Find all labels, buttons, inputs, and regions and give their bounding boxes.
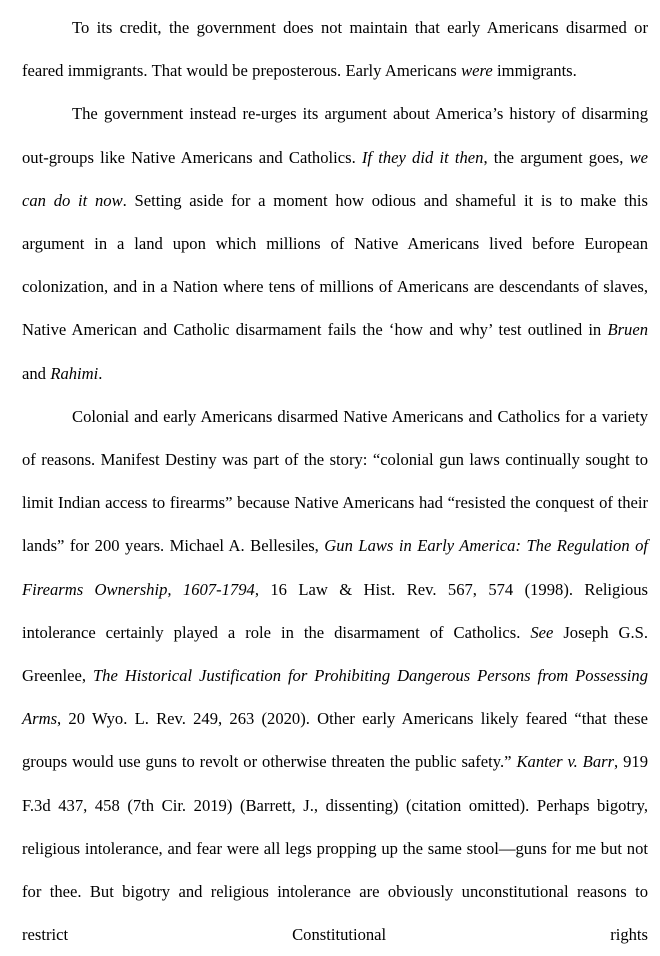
paragraph-1 xyxy=(22,6,648,92)
paragraph-2-text-2: , the argument goes, xyxy=(483,147,630,167)
paragraph-2-text-3: . Setting aside for a moment how odious and shameful it is to make this argument in a land upon which millions of Native Americans lived before European colonization, and in a Nation where tens of millions of Americans are descendants of slaves, Native American and Catholic disarmament fails the ‘how and why’ test outlined in xyxy=(22,190,648,340)
paragraph-2-text-5: . xyxy=(98,363,103,383)
paragraph-1-text-2: immigrants. xyxy=(492,61,577,81)
paragraph-2-text-4: and xyxy=(22,363,51,383)
paragraph-3 xyxy=(22,395,648,956)
paragraph-2-italic-bruen: Bruen xyxy=(607,320,648,340)
paragraph-3-text-5: , 919 F.3d 437, 458 (7th Cir. 2019) (Barrett, J., dissenting) (citation omitted). Perhaps bigotry, religious intolerance, and fear were all legs propping up the same stool—guns for me but not for thee. But bigotry and religious intolerance are obviously unconstitutional reasons to restrict Constitutional rights xyxy=(22,752,649,945)
paragraph-3-text-1: Colonial and early Americans disarmed Native Americans and Catholics for a variety of reasons. Manifest Destiny was part of the story: “colonial gun laws continually sought to limit Indian access to firearms” because Native Americans had “resisted the conquest of their lands” for 200 years. Michael A. Bellesiles, xyxy=(22,406,648,556)
paragraph-3-italic-see: See xyxy=(530,622,554,642)
paragraph-3-text-4: , 20 Wyo. L. Rev. 249, 263 (2020). Other early Americans likely feared “that these groups would use guns to revolt or otherwise threaten the public safety.” xyxy=(22,709,648,772)
paragraph-3-italic-kanter-v-barr: Kanter v. Barr xyxy=(516,752,615,772)
paragraph-1-italic-were: were xyxy=(461,61,493,81)
paragraph-2-italic-we-can-do-it-now: we can do it now xyxy=(22,147,648,210)
paragraph-3-text-3: Joseph G.S. Greenlee, xyxy=(22,622,648,686)
paragraph-2-text-1: The government instead re-urges its argument about America’s history of disarming out-groups like Native Americans and Catholics. xyxy=(22,104,648,167)
paragraph-1-text-1: To its credit, the government does not maintain that early Americans disarmed or feared immigrants. That would be preposterous. Early Americans xyxy=(22,18,648,81)
paragraph-3-italic-bellesiles-title: Gun Laws in Early America: The Regulation of Firearms Ownership, 1607-1794 xyxy=(22,536,648,599)
paragraph-2 xyxy=(22,92,648,394)
paragraph-2-italic-rahimi: Rahimi xyxy=(50,363,99,383)
document-body xyxy=(22,0,648,956)
paragraph-3-italic-greenlee-title: The Historical Justification for Prohibiting Dangerous Persons from Possessing Arms xyxy=(22,666,648,729)
paragraph-3-text-2: , 16 Law & Hist. Rev. 567, 574 (1998). Religious intolerance certainly played a role in the disarmament of Catholics. xyxy=(22,579,648,642)
paragraph-2-italic-if-they-did-it-then: If they did it then xyxy=(361,147,484,167)
